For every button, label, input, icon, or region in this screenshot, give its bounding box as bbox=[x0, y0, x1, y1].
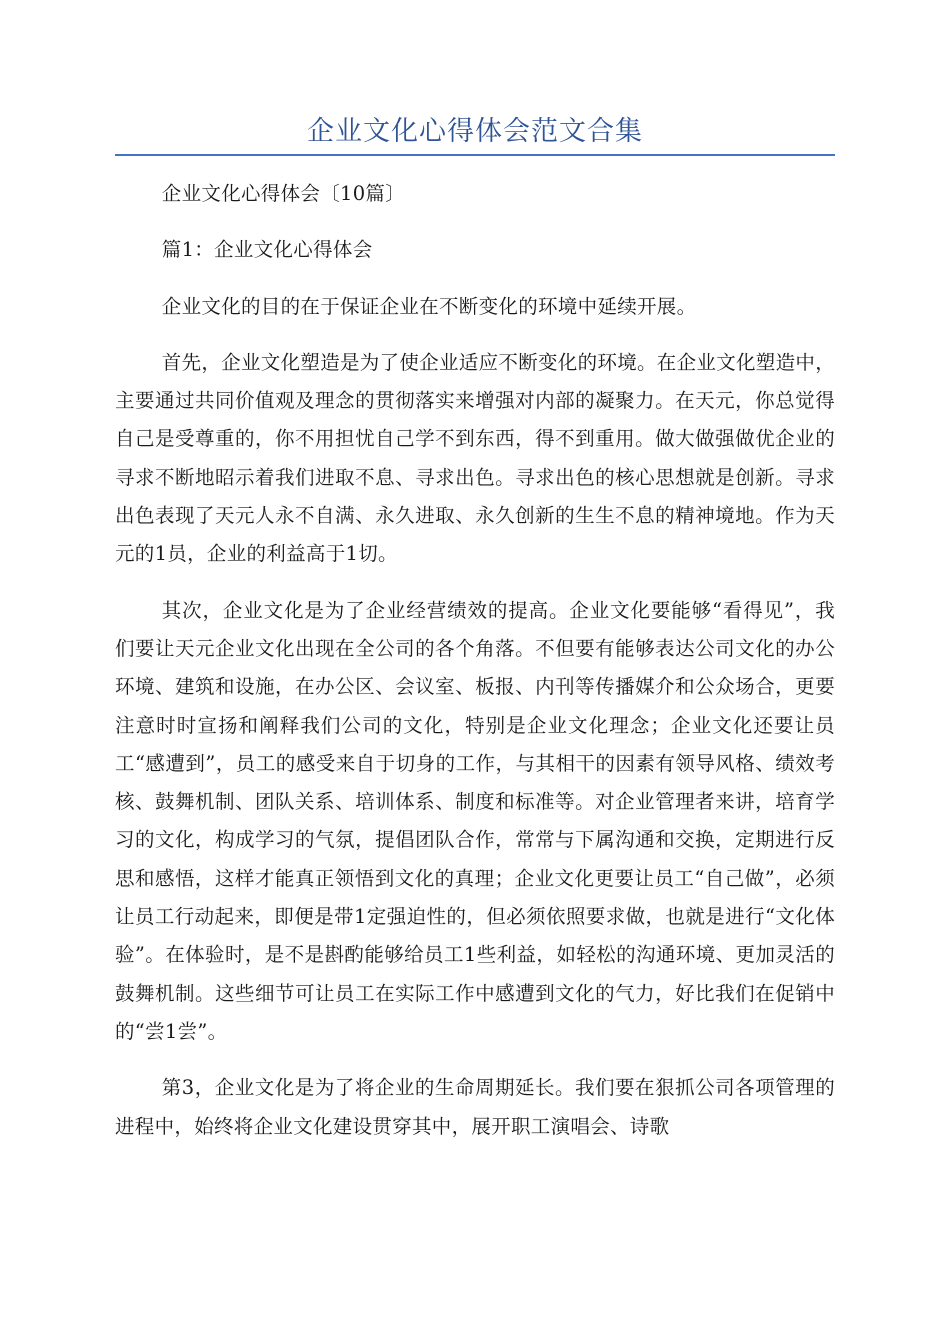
paragraph: 企业文化的目的在于保证企业在不断变化的环境中延续开展。 bbox=[161, 294, 697, 318]
title-underline bbox=[115, 154, 835, 156]
paragraph: 第3，企业文化是为了将企业的生命周期延长。我们要在狠抓公司各项管理的进程中，始终将企业文化建设贯穿其中，展开职工演唱会、诗歌 bbox=[115, 1076, 835, 1138]
paragraph-section-title: 篇1：企业文化心得体会 bbox=[161, 238, 373, 262]
document-body bbox=[115, 175, 835, 1164]
document-title: 企业文化心得体会范文合集 bbox=[307, 116, 643, 147]
paragraph-heading: 企业文化心得体会〔10篇〕 bbox=[161, 182, 406, 205]
paragraph: 其次，企业文化是为了企业经营绩效的提高。企业文化要能够“看得见”，我们要让天元企业文化出现在全公司的各个角落。不但要有能够表达公司文化的办公环境、建筑和设施，在办公区、会议室、板报、内刊等传播媒介和公众场合，更要注意时时宣扬和阐释我们公司的文化，特别是企业文化理念；企业文化还要让员工“感遭到”，员工的感受来自于切身的工作，与其相干的因素有领导风格、绩效考核、鼓舞机制、团队关系、培训体系、制度和标准等。对企业管理者来讲，培育学习的文化，构成学习的气氛，提倡团队合作，常常与下属沟通和交换，定期进行反思和感悟，这样才能真正领悟到文化的真理；企业文化更要让员工“自己做”，必须让员工行动起来，即便是带1定强迫性的，但必须依照要求做，也就是进行“文化体验”。在体验时，是不是斟酌能够给员工1些利益，如轻松的沟通环境、更加灵活的鼓舞机制。这些细节可让员工在实际工作中感遭到文化的气力，好比我们在促销中的“尝1尝”。 bbox=[115, 598, 835, 1043]
paragraph: 首先，企业文化塑造是为了使企业适应不断变化的环境。在企业文化塑造中，主要通过共同价值观及理念的贯彻落实来增强对内部的凝聚力。在天元，你总觉得自己是受尊重的，你不用担忧自己学不到东西，得不到重用。做大做强做优企业的寻求不断地昭示着我们进取不息、寻求出色。寻求出色的核心思想就是创新。寻求出色表现了天元人永不自满、永久进取、永久创新的生生不息的精神境地。作为天元的1员，企业的利益高于1切。 bbox=[115, 350, 835, 566]
